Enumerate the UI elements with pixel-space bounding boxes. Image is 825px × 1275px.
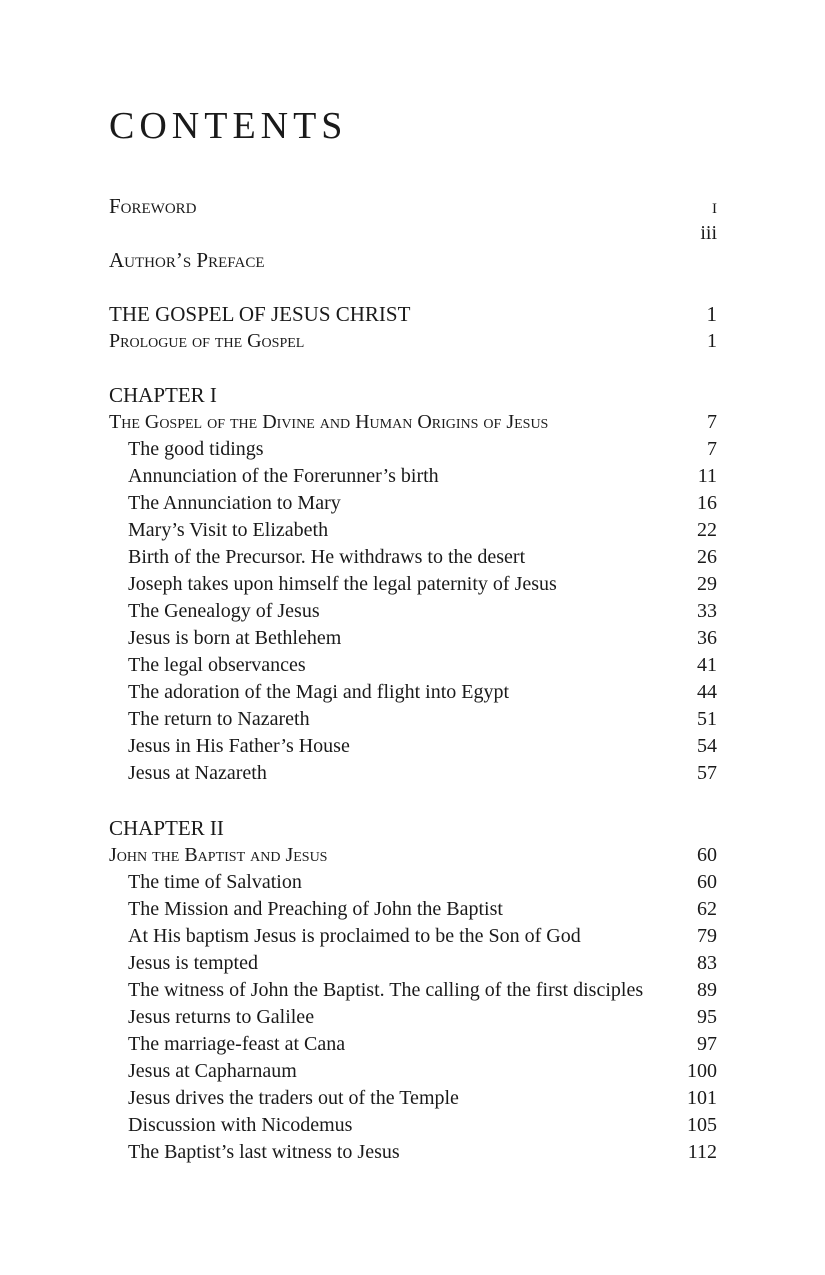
entry-page: 16 <box>697 492 717 514</box>
toc-entry[interactable] <box>109 680 717 704</box>
chapter-1-heading <box>109 383 717 407</box>
entry-page: 112 <box>687 1141 717 1163</box>
toc-entry[interactable] <box>109 1032 717 1056</box>
entry-label: The Annunciation to Mary <box>128 492 341 514</box>
entry-page: 51 <box>697 708 717 730</box>
entry-label: At His baptism Jesus is proclaimed to be the Son of God <box>128 925 581 947</box>
toc-entry[interactable] <box>109 951 717 975</box>
toc-entry[interactable] <box>109 599 717 623</box>
toc-entry[interactable] <box>109 653 717 677</box>
entry-label: The return to Nazareth <box>128 708 310 730</box>
entry-page: 41 <box>697 654 717 676</box>
entry-page: 57 <box>697 762 717 784</box>
entry-page: 11 <box>697 465 717 487</box>
entry-page: 36 <box>697 627 717 649</box>
entry-label: Mary’s Visit to Elizabeth <box>128 519 329 541</box>
entry-label: The Baptist’s last witness to Jesus <box>128 1141 400 1163</box>
entry-page: 89 <box>697 979 717 1001</box>
toc-entry[interactable] <box>109 545 717 569</box>
entry-label: The witness of John the Baptist. The calling of the first disciples <box>128 979 644 1001</box>
entry-page: 60 <box>697 844 717 866</box>
entry-label: Jesus in His Father’s House <box>128 735 350 757</box>
entry-label: Jesus is born at Bethlehem <box>128 627 342 649</box>
entry-page: iii <box>700 222 717 244</box>
entry-label: The Mission and Preaching of John the Baptist <box>128 898 503 920</box>
toc-entry[interactable] <box>109 707 717 731</box>
toc-entry-preface[interactable] <box>109 248 717 272</box>
entry-label: Prologue of the Gospel <box>109 330 305 352</box>
entry-page: 101 <box>687 1087 717 1109</box>
entry-page: 7 <box>707 438 717 460</box>
entry-label: The Gospel of the Divine and Human Origins of Jesus <box>109 411 549 433</box>
entry-page: 97 <box>697 1033 717 1055</box>
toc-entry[interactable] <box>109 1086 717 1110</box>
toc-entry[interactable] <box>109 626 717 650</box>
entry-page: i <box>712 194 717 218</box>
entry-label: The time of Salvation <box>128 871 302 893</box>
entry-label: The adoration of the Magi and flight into Egypt <box>128 681 510 703</box>
entry-label: Annunciation of the Forerunner’s birth <box>128 465 439 487</box>
toc-entry-prologue[interactable] <box>109 329 717 353</box>
entry-page: 54 <box>697 735 717 757</box>
toc-entry-preface-page <box>109 221 717 245</box>
toc-entry[interactable] <box>109 734 717 758</box>
entry-page: 26 <box>697 546 717 568</box>
chapter-heading: CHAPTER II <box>109 816 224 840</box>
entry-page: 79 <box>697 925 717 947</box>
entry-label: Jesus at Capharnaum <box>128 1060 297 1082</box>
entry-label: Foreword <box>109 194 197 218</box>
entry-page: 22 <box>697 519 717 541</box>
entry-label: Joseph takes upon himself the legal paternity of Jesus <box>128 573 557 595</box>
entry-label: Discussion with Nicodemus <box>128 1114 353 1136</box>
entry-label: John the Baptist and Jesus <box>109 844 328 866</box>
entry-label: Jesus drives the traders out of the Temple <box>128 1087 459 1109</box>
entry-label: THE GOSPEL OF JESUS CHRIST <box>109 302 411 326</box>
toc-entry-foreword[interactable] <box>109 194 717 218</box>
entry-page: 83 <box>697 952 717 974</box>
chapter-heading: CHAPTER I <box>109 383 217 407</box>
entry-label: The good tidings <box>128 438 264 460</box>
entry-label: Author’s Preface <box>109 248 265 272</box>
entry-page: 60 <box>697 871 717 893</box>
toc-entry[interactable] <box>109 464 717 488</box>
entry-label: Jesus returns to Galilee <box>128 1006 315 1028</box>
toc-entry[interactable] <box>109 978 717 1002</box>
toc-entry[interactable] <box>109 1059 717 1083</box>
toc-entry[interactable] <box>109 518 717 542</box>
entry-page: 33 <box>697 600 717 622</box>
toc-entry[interactable] <box>109 870 717 894</box>
toc-entry[interactable] <box>109 761 717 785</box>
entry-page: 1 <box>706 302 717 326</box>
toc-entry-gospel-heading[interactable] <box>109 302 717 326</box>
toc-entry[interactable] <box>109 491 717 515</box>
page-title: CONTENTS <box>109 105 348 147</box>
chapter-1-title[interactable] <box>109 410 717 434</box>
entry-page: 105 <box>687 1114 717 1136</box>
toc-entry[interactable] <box>109 572 717 596</box>
entry-page: 100 <box>687 1060 717 1082</box>
chapter-2-title[interactable] <box>109 843 717 867</box>
toc-entry[interactable] <box>109 437 717 461</box>
entry-label: The marriage-feast at Cana <box>128 1033 346 1055</box>
entry-label: Birth of the Precursor. He withdraws to the desert <box>128 546 526 568</box>
entry-label: Jesus is tempted <box>128 952 258 974</box>
entry-page: 62 <box>697 898 717 920</box>
toc-entry[interactable] <box>109 1005 717 1029</box>
toc-entry[interactable] <box>109 1113 717 1137</box>
entry-page: 29 <box>697 573 717 595</box>
entry-label: Jesus at Nazareth <box>128 762 267 784</box>
entry-page: 95 <box>697 1006 717 1028</box>
chapter-2-heading <box>109 816 717 840</box>
toc-entry[interactable] <box>109 1140 717 1164</box>
entry-page: 7 <box>707 411 717 433</box>
toc-entry[interactable] <box>109 897 717 921</box>
entry-page: 1 <box>707 330 717 352</box>
toc-entry[interactable] <box>109 924 717 948</box>
entry-page: 44 <box>697 681 717 703</box>
entry-label: The Genealogy of Jesus <box>128 600 320 622</box>
entry-label: The legal observances <box>128 654 306 676</box>
